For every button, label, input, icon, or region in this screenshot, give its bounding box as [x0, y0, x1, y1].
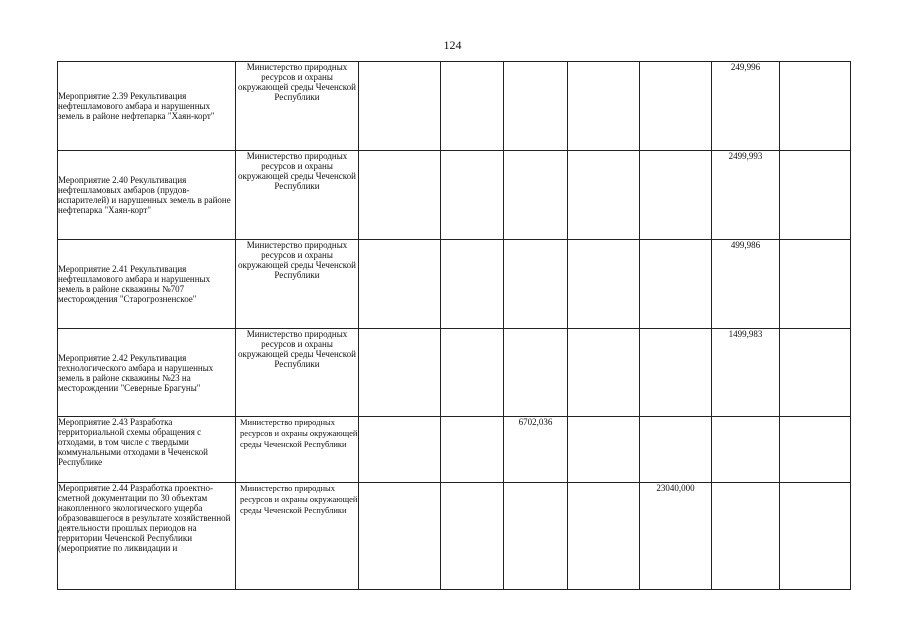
- value-cell: [780, 151, 851, 240]
- value-cell: 1499,983: [712, 329, 780, 417]
- table-row: [58, 62, 851, 151]
- value-cell: [640, 417, 712, 483]
- value-cell: [568, 417, 640, 483]
- executor-cell: Министерство природных ресурсов и охраны окружающей среды Чеченской Республики: [236, 329, 359, 417]
- value-cell: 499,986: [712, 240, 780, 329]
- value-cell: [504, 240, 568, 329]
- value-cell: [780, 329, 851, 417]
- value-cell: [568, 240, 640, 329]
- value-cell: [359, 151, 441, 240]
- value-cell: 2499,993: [712, 151, 780, 240]
- value-cell: [568, 483, 640, 590]
- value-cell: [504, 483, 568, 590]
- activity-name: Мероприятие 2.41 Рекультивация нефтешламового амбара и нарушенных земель в районе скважины №707 месторождения "Старогрозненское": [58, 240, 236, 329]
- executor-cell: Министерство природных ресурсов и охраны окружающей среды Чеченской Республики: [236, 151, 359, 240]
- value-cell: [441, 483, 504, 590]
- value-cell: 6702,036: [504, 417, 568, 483]
- value-cell: [568, 62, 640, 151]
- value-cell: [359, 417, 441, 483]
- activity-name: Мероприятие 2.39 Рекультивация нефтешламового амбара и нарушенных земель в районе нефтепарка "Хаян-корт": [58, 62, 236, 151]
- value-cell: [359, 62, 441, 151]
- value-cell: [359, 329, 441, 417]
- value-cell: [504, 151, 568, 240]
- executor-cell: Министерство природных ресурсов и охраны окружающей среды Чеченской Республики: [236, 62, 359, 151]
- value-cell: [640, 62, 712, 151]
- value-cell: [441, 151, 504, 240]
- value-cell: [568, 329, 640, 417]
- value-cell: [504, 329, 568, 417]
- activity-name: Мероприятие 2.44 Разработка проектно-сметной документации по 30 объектам накопленного экологического ущерба образовавшегося в результате хозяйственной деятельности прошлых периодов на территории Чеченской Республики (мероприятие по ликвидации и: [58, 483, 236, 590]
- value-cell: [441, 62, 504, 151]
- executor-cell: Министерство природных ресурсов и охраны окружающей среды Чеченской Республики: [236, 240, 359, 329]
- value-cell: [441, 417, 504, 483]
- value-cell: [712, 483, 780, 590]
- value-cell: [780, 483, 851, 590]
- table-row: [58, 151, 851, 240]
- executor-cell: Министерство природных ресурсов и охраны окружающей среды Чеченской Республики: [236, 417, 359, 483]
- budget-table: [57, 61, 851, 590]
- page-number: 124: [443, 38, 462, 52]
- value-cell: [780, 240, 851, 329]
- executor-cell: Министерство природных ресурсов и охраны окружающей среды Чеченской Республики: [236, 483, 359, 590]
- value-cell: [780, 417, 851, 483]
- table-row: [58, 329, 851, 417]
- activity-name: Мероприятие 2.42 Рекультивация технологического амбара и нарушенных земель в районе скважины №23 на месторождении "Северные Брагуны": [58, 329, 236, 417]
- table-row: [58, 417, 851, 483]
- value-cell: [504, 62, 568, 151]
- value-cell: [640, 240, 712, 329]
- value-cell: 23040,000: [640, 483, 712, 590]
- value-cell: [359, 483, 441, 590]
- value-cell: [441, 240, 504, 329]
- table-row: [58, 240, 851, 329]
- table-row: [58, 483, 851, 590]
- activity-name: Мероприятие 2.43 Разработка территориальной схемы обращения с отходами, в том числе с твердыми коммунальными отходами в Чеченской Республике: [58, 417, 236, 483]
- value-cell: [640, 151, 712, 240]
- value-cell: [712, 417, 780, 483]
- value-cell: 249,996: [712, 62, 780, 151]
- value-cell: [568, 151, 640, 240]
- activity-name: Мероприятие 2.40 Рекультивация нефтешламовых амбаров (прудов-испарителей) и нарушенных земель в районе нефтепарка "Хаян-корт": [58, 151, 236, 240]
- value-cell: [780, 62, 851, 151]
- value-cell: [640, 329, 712, 417]
- value-cell: [359, 240, 441, 329]
- value-cell: [441, 329, 504, 417]
